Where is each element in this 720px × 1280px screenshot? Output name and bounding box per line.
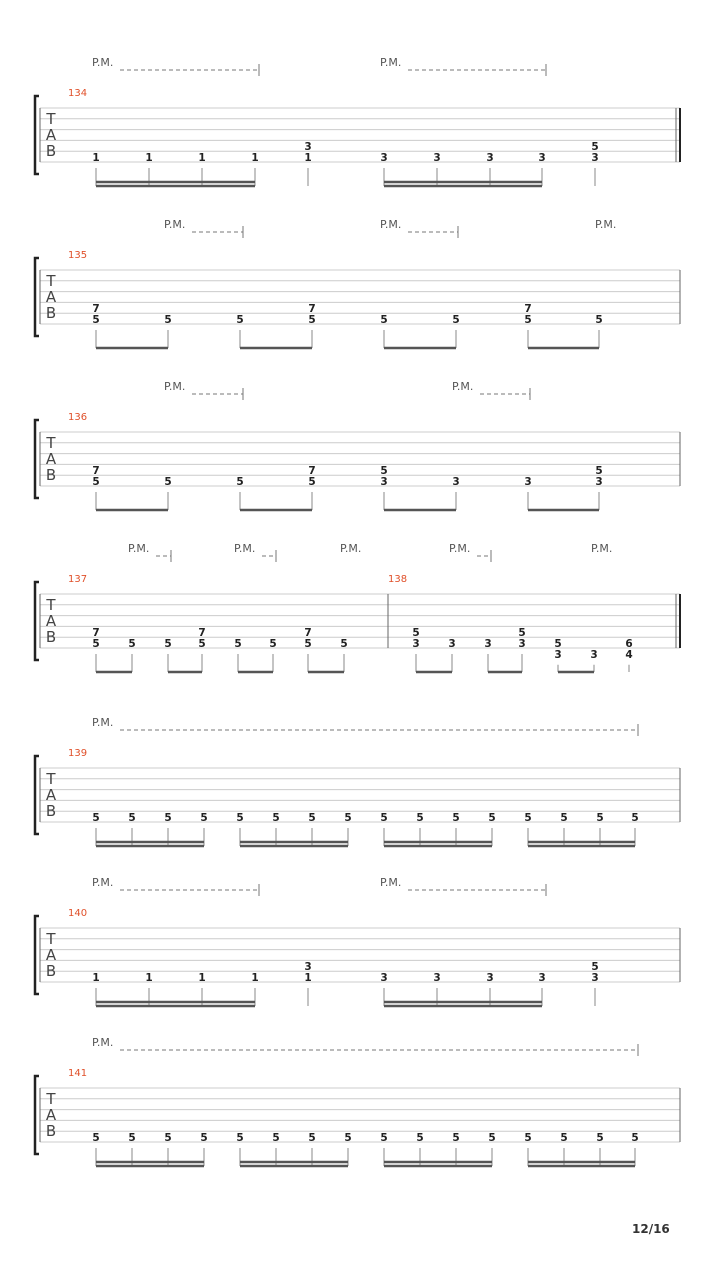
fret-number: 5 <box>344 812 352 824</box>
fret-number: 5 <box>591 961 599 974</box>
measure-number: 137 <box>68 574 88 585</box>
fret-number: 5 <box>236 476 244 488</box>
tab-clef-letter: A <box>45 450 57 468</box>
fret-number: 5 <box>416 812 424 824</box>
palm-mute-label: P.M. <box>340 542 362 555</box>
fret-number: 7 <box>92 303 100 316</box>
fret-number: 5 <box>200 812 208 824</box>
fret-number: 5 <box>524 812 532 824</box>
system-bracket <box>35 420 39 498</box>
tab-clef-letter: T <box>46 1090 56 1108</box>
measure-number: 141 <box>68 1068 88 1079</box>
fret-number: 5 <box>164 476 172 488</box>
tab-clef-letter: B <box>45 1122 57 1140</box>
system-1 <box>35 56 680 186</box>
fret-number: 5 <box>380 314 388 326</box>
fret-number: 5 <box>164 638 172 650</box>
fret-number: 7 <box>524 303 532 316</box>
fret-number: 5 <box>452 812 460 824</box>
palm-mute-label: P.M. <box>234 542 256 555</box>
fret-number: 3 <box>380 972 388 984</box>
fret-number: 5 <box>452 314 460 326</box>
fret-number: 5 <box>236 314 244 326</box>
tab-clef-letter: B <box>45 628 57 646</box>
fret-number: 5 <box>128 638 136 650</box>
fret-number: 5 <box>596 812 604 824</box>
fret-number: 5 <box>591 141 599 154</box>
tab-clef-letter: A <box>45 946 57 964</box>
system-bracket <box>35 582 39 660</box>
fret-number: 3 <box>412 638 420 650</box>
tab-clef-letter: B <box>45 142 57 160</box>
fret-number: 5 <box>92 1132 100 1144</box>
fret-number: 5 <box>488 1132 496 1144</box>
system-7 <box>35 1036 680 1166</box>
system-3 <box>35 380 680 510</box>
fret-number: 6 <box>625 638 633 650</box>
tab-clef-letter: B <box>45 802 57 820</box>
palm-mute-label: P.M. <box>164 380 186 393</box>
fret-number: 3 <box>380 476 388 488</box>
page-number: 12/16 <box>632 1222 670 1236</box>
measure-number: 139 <box>68 748 88 759</box>
fret-number: 1 <box>251 152 259 164</box>
palm-mute-label: P.M. <box>92 716 114 729</box>
measure-number: 134 <box>68 88 88 99</box>
fret-number: 5 <box>236 812 244 824</box>
fret-number: 5 <box>631 812 639 824</box>
fret-number: 5 <box>596 1132 604 1144</box>
fret-number: 3 <box>452 476 460 488</box>
fret-number: 3 <box>591 972 599 984</box>
fret-number: 5 <box>416 1132 424 1144</box>
tab-clef-letter: T <box>46 434 56 452</box>
fret-number: 5 <box>344 1132 352 1144</box>
palm-mute-label: P.M. <box>449 542 471 555</box>
system-2 <box>35 218 680 348</box>
fret-number: 3 <box>433 972 441 984</box>
fret-number: 1 <box>145 972 153 984</box>
fret-number: 5 <box>304 638 312 650</box>
fret-number: 3 <box>538 972 546 984</box>
palm-mute-label: P.M. <box>380 218 402 231</box>
fret-number: 5 <box>340 638 348 650</box>
palm-mute-label: P.M. <box>452 380 474 393</box>
fret-number: 1 <box>145 152 153 164</box>
fret-number: 3 <box>484 638 492 650</box>
fret-number: 7 <box>308 303 316 316</box>
palm-mute-label: P.M. <box>128 542 150 555</box>
tab-clef-letter: B <box>45 304 57 322</box>
fret-number: 5 <box>412 627 420 640</box>
system-6 <box>35 876 680 1006</box>
fret-number: 5 <box>164 314 172 326</box>
fret-number: 7 <box>308 465 316 478</box>
fret-number: 3 <box>538 152 546 164</box>
tab-clef-letter: B <box>45 962 57 980</box>
fret-number: 1 <box>198 152 206 164</box>
tab-clef-letter: T <box>46 272 56 290</box>
tab-clef-letter: A <box>45 786 57 804</box>
fret-number: 5 <box>272 812 280 824</box>
fret-number: 3 <box>554 648 562 661</box>
fret-number: 5 <box>595 314 603 326</box>
fret-number: 5 <box>272 1132 280 1144</box>
measure-number: 135 <box>68 250 88 261</box>
fret-number: 5 <box>164 1132 172 1144</box>
fret-number: 3 <box>448 638 456 650</box>
fret-number: 5 <box>92 314 100 326</box>
fret-number: 5 <box>236 1132 244 1144</box>
palm-mute-label: P.M. <box>92 876 114 889</box>
fret-number: 5 <box>200 1132 208 1144</box>
fret-number: 5 <box>92 638 100 650</box>
fret-number: 3 <box>486 972 494 984</box>
fret-number: 5 <box>128 1132 136 1144</box>
fret-number: 1 <box>304 972 312 984</box>
measure-number: 136 <box>68 412 88 423</box>
system-bracket <box>35 1076 39 1154</box>
fret-number: 5 <box>380 1132 388 1144</box>
palm-mute-label: P.M. <box>92 56 114 69</box>
fret-number: 5 <box>524 314 532 326</box>
fret-number: 5 <box>308 476 316 488</box>
measure-number: 138 <box>388 574 408 585</box>
fret-number: 5 <box>308 1132 316 1144</box>
fret-number: 5 <box>269 638 277 650</box>
fret-number: 3 <box>591 152 599 164</box>
fret-number: 7 <box>198 627 206 640</box>
palm-mute-label: P.M. <box>380 876 402 889</box>
fret-number: 7 <box>92 465 100 478</box>
fret-number: 5 <box>560 1132 568 1144</box>
tab-clef-letter: A <box>45 1106 57 1124</box>
fret-number: 5 <box>452 1132 460 1144</box>
fret-number: 3 <box>524 476 532 488</box>
fret-number: 1 <box>92 972 100 984</box>
fret-number: 1 <box>92 152 100 164</box>
palm-mute-label: P.M. <box>380 56 402 69</box>
palm-mute-label: P.M. <box>164 218 186 231</box>
fret-number: 5 <box>308 314 316 326</box>
tab-clef-letter: T <box>46 770 56 788</box>
fret-number: 5 <box>234 638 242 650</box>
fret-number: 4 <box>625 648 633 661</box>
palm-mute-label: P.M. <box>92 1036 114 1049</box>
tab-clef-letter: A <box>45 126 57 144</box>
fret-number: 7 <box>304 627 312 640</box>
fret-number: 3 <box>304 961 312 974</box>
fret-number: 3 <box>486 152 494 164</box>
fret-number: 3 <box>380 152 388 164</box>
fret-number: 5 <box>560 812 568 824</box>
fret-number: 5 <box>554 638 562 650</box>
system-5 <box>35 716 680 846</box>
fret-number: 5 <box>518 627 526 640</box>
fret-number: 3 <box>433 152 441 164</box>
fret-number: 1 <box>304 152 312 164</box>
fret-number: 5 <box>92 476 100 488</box>
fret-number: 5 <box>164 812 172 824</box>
fret-number: 7 <box>92 627 100 640</box>
system-bracket <box>35 258 39 336</box>
palm-mute-label: P.M. <box>595 218 617 231</box>
tab-clef-letter: T <box>46 110 56 128</box>
fret-number: 5 <box>488 812 496 824</box>
measure-number: 140 <box>68 908 88 919</box>
fret-number: 3 <box>590 648 598 661</box>
fret-number: 3 <box>304 141 312 154</box>
fret-number: 5 <box>524 1132 532 1144</box>
fret-number: 5 <box>308 812 316 824</box>
tab-clef-letter: T <box>46 596 56 614</box>
fret-number: 5 <box>595 465 603 478</box>
fret-number: 1 <box>251 972 259 984</box>
system-bracket <box>35 916 39 994</box>
fret-number: 5 <box>198 638 206 650</box>
system-4 <box>35 542 680 672</box>
fret-number: 5 <box>380 465 388 478</box>
tab-clef-letter: B <box>45 466 57 484</box>
fret-number: 5 <box>92 812 100 824</box>
fret-number: 3 <box>518 638 526 650</box>
fret-number: 5 <box>380 812 388 824</box>
fret-number: 1 <box>198 972 206 984</box>
system-bracket <box>35 96 39 174</box>
fret-number: 5 <box>631 1132 639 1144</box>
fret-number: 5 <box>128 812 136 824</box>
tab-clef-letter: A <box>45 612 57 630</box>
palm-mute-label: P.M. <box>591 542 613 555</box>
tab-clef-letter: A <box>45 288 57 306</box>
system-bracket <box>35 756 39 834</box>
fret-number: 3 <box>595 476 603 488</box>
tab-clef-letter: T <box>46 930 56 948</box>
